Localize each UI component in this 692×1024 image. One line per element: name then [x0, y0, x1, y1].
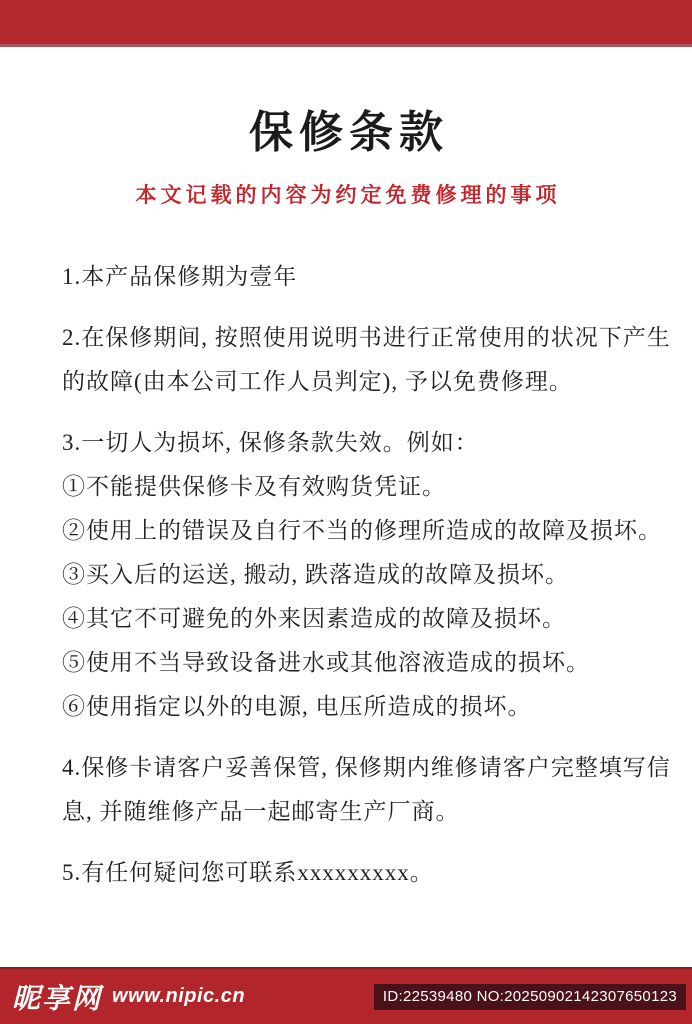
term-line: 的故障(由本公司工作人员判定), 予以免费修理。 — [62, 368, 573, 394]
page-subtitle: 本文记载的内容为约定免费修理的事项 — [135, 183, 561, 208]
term-line: 3.一切人为损坏, 保修条款失效。例如： — [62, 429, 479, 455]
site-url-text: www.nipic.cn — [112, 985, 246, 1007]
term-line: 5.有任何疑问您可联系xxxxxxxxx。 — [62, 859, 434, 885]
page-title: 保修条款 — [249, 108, 449, 157]
term-line: ⑥使用指定以外的电源, 电压所造成的损坏。 — [62, 693, 532, 719]
term-line: ④其它不可避免的外来因素造成的故障及损坏。 — [62, 605, 566, 631]
term-line: 1.本产品保修期为壹年 — [62, 263, 298, 289]
top-red-bar — [0, 0, 692, 47]
footer-watermark-bar — [0, 967, 692, 1024]
nipic-site-logo: 昵享网 — [12, 982, 103, 1014]
term-line: ⑤使用不当导致设备进水或其他溶液造成的损坏。 — [62, 649, 590, 675]
term-line: 2.在保修期间, 按照使用说明书进行正常使用的状况下产生 — [62, 324, 671, 350]
term-line: 4.保修卡请客户妥善保管, 保修期内维修请客户完整填写信 — [62, 754, 671, 780]
term-line: 息, 并随维修产品一起邮寄生产厂商。 — [62, 798, 460, 824]
terms-section — [62, 255, 671, 895]
term-line: ②使用上的错误及自行不当的修理所造成的故障及损坏。 — [62, 517, 662, 543]
term-line: ③买入后的运送, 搬动, 跌落造成的故障及损坏。 — [62, 561, 569, 587]
watermark-id-badge: ID:22539480 NO:20250902142307650123 — [374, 984, 686, 1010]
term-line: ①不能提供保修卡及有效购货凭证。 — [62, 473, 446, 499]
